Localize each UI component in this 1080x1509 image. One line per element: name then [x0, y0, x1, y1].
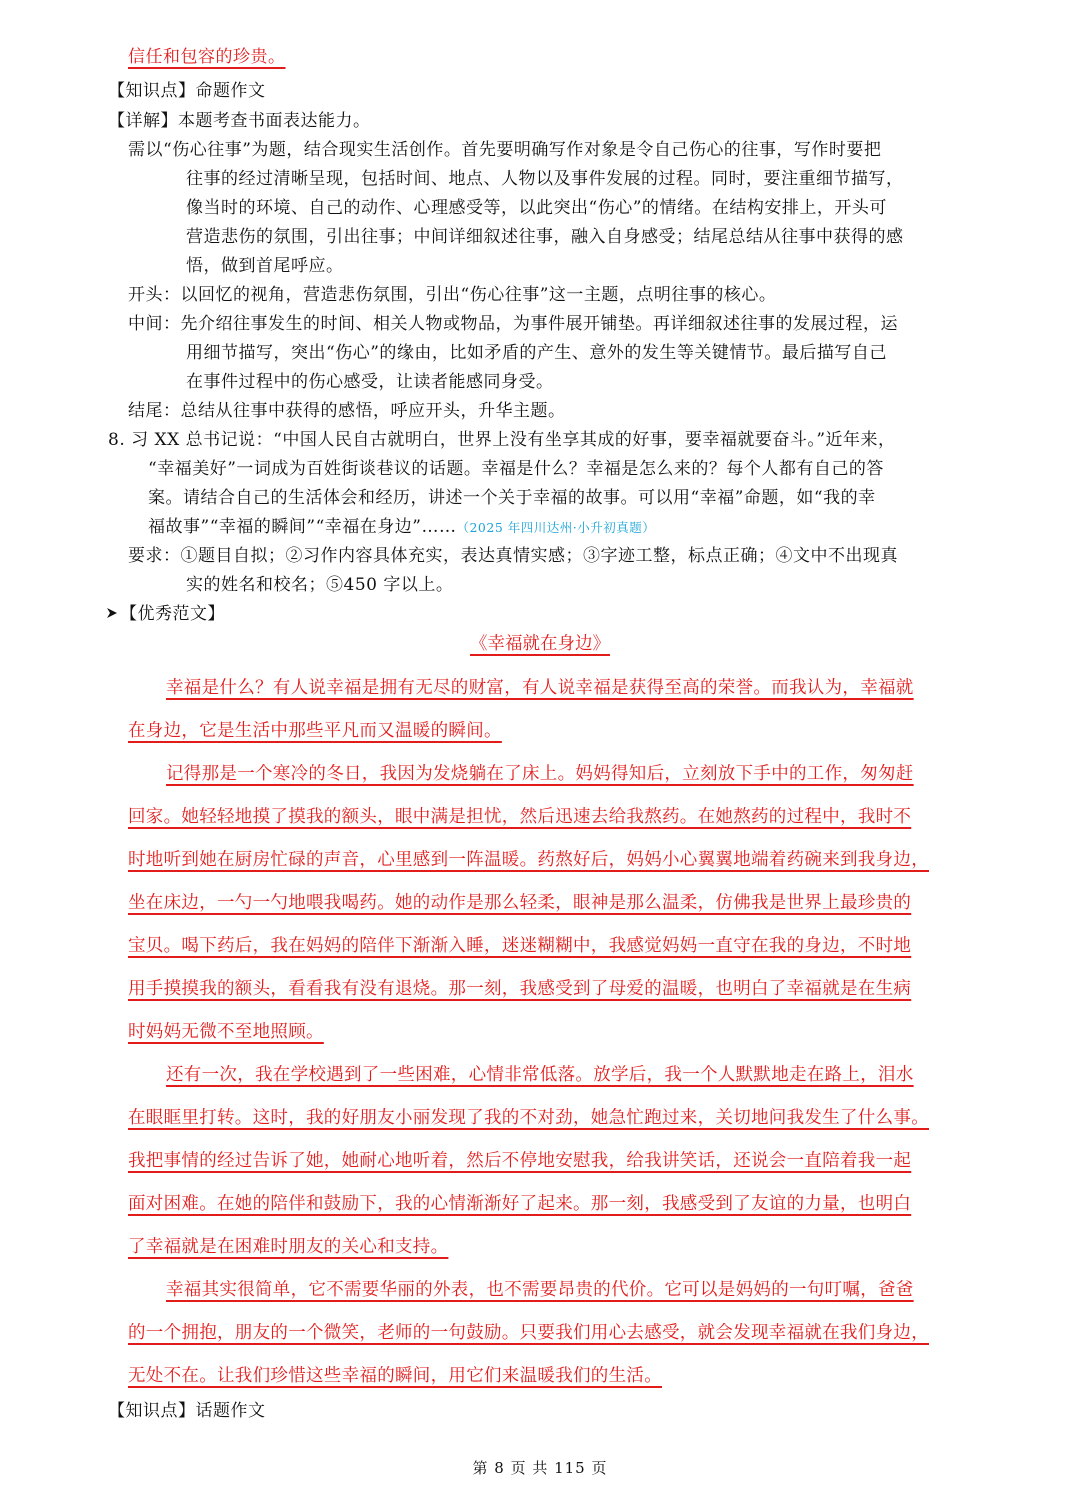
essay-line: 用手摸摸我的额头，看看我有没有退烧。那一刻，我感受到了母爱的温暖，也明白了幸福就是在生病: [128, 979, 912, 999]
essay-line: 我把事情的经过告诉了她，她耐心地听着，然后不停地安慰我，给我讲笑话，还说会一直陪着我一起: [128, 1151, 912, 1171]
middle-line: 在事件过程中的伤心感受，让读者能感同身受。: [186, 372, 554, 392]
middle-line: 中间：先介绍往事发生的时间、相关人物或物品，为事件展开铺垫。再详细叙述往事的发展过程，运: [128, 314, 898, 334]
knowledge-point-label-2: 【知识点】话题作文: [108, 1401, 266, 1421]
question-8-line: 案。请结合自己的生活体会和经历，讲述一个关于幸福的故事。可以用“幸福”命题，如“我的幸: [148, 488, 876, 508]
question-8-line: 8. 习 XX 总书记说：“中国人民自古就明白，世界上没有坐享其成的好事，要幸福就要奋斗。”近年来，: [108, 430, 896, 450]
essay-line: 记得那是一个寒冷的冬日，我因为发烧躺在了床上。妈妈得知后，立刻放下手中的工作，匆匆赶: [166, 764, 914, 784]
detail-line: 需以“伤心往事”为题，结合现实生活创作。首先要明确写作对象是令自己伤心的往事，写作时要把: [128, 140, 882, 160]
essay-line: 还有一次，我在学校遇到了一些困难，心情非常低落。放学后，我一个人默默地走在路上，泪水: [166, 1065, 914, 1085]
detail-line: 像当时的环境、自己的动作、心理感受等，以此突出“伤心”的情绪。在结构安排上，开头可: [186, 198, 887, 218]
detail-line: 悟，做到首尾呼应。: [186, 256, 344, 276]
essay-line: 宝贝。喝下药后，我在妈妈的陪伴下渐渐入睡，迷迷糊糊中，我感觉妈妈一直守在我的身边，不时地: [128, 936, 912, 956]
essay-line: 幸福其实很简单，它不需要华丽的外表，也不需要昂贵的代价。它可以是妈妈的一句叮嘱，爸爸: [166, 1280, 914, 1300]
essay-line: 坐在床边，一勺一勺地喂我喝药。她的动作是那么轻柔，眼神是那么温柔，仿佛我是世界上最珍贵的: [128, 893, 912, 913]
previous-answer-tail: 信任和包容的珍贵。: [128, 47, 286, 67]
model-essay-label: 【优秀范文】: [120, 604, 225, 624]
essay-line: 了幸福就是在困难时朋友的关心和支持。: [128, 1237, 449, 1257]
essay-line: 的一个拥抱，朋友的一个微笑，老师的一句鼓励。只要我们用心去感受，就会发现幸福就在我们身边，: [128, 1323, 929, 1343]
page-number-footer: 第 8 页 共 115 页: [472, 1459, 608, 1477]
question-source: （2025 年四川达州·小升初真题）: [456, 520, 656, 535]
question-8-line-last: [148, 516, 655, 539]
model-essay-heading: [106, 603, 225, 625]
knowledge-point-label: 【知识点】命题作文: [108, 81, 266, 101]
requirement-line: 实的姓名和校名；⑤450 字以上。: [186, 575, 454, 595]
detail-label: 【详解】本题考查书面表达能力。: [108, 111, 371, 131]
essay-line: 在身边，它是生活中那些平凡而又温暖的瞬间。: [128, 721, 502, 741]
middle-line: 用细节描写，突出“伤心”的缘由，比如矛盾的产生、意外的发生等关键情节。最后描写自己: [186, 343, 887, 363]
essay-line: 回家。她轻轻地摸了摸我的额头，眼中满是担忧，然后迅速去给我熬药。在她熬药的过程中，我时不: [128, 807, 912, 827]
ending-line: 结尾：总结从往事中获得的感悟，呼应开头，升华主题。: [128, 401, 566, 421]
essay-line: 时地听到她在厨房忙碌的声音，心里感到一阵温暖。药熬好后，妈妈小心翼翼地端着药碗来到我身边，: [128, 850, 929, 870]
essay-line: 无处不在。让我们珍惜这些幸福的瞬间，用它们来温暖我们的生活。: [128, 1366, 662, 1386]
detail-line: 营造悲伤的氛围，引出往事；中间详细叙述往事，融入自身感受；结尾总结从往事中获得的感: [186, 227, 904, 247]
essay-title: 《幸福就在身边》: [470, 634, 610, 654]
essay-line: 时妈妈无微不至地照顾。: [128, 1022, 324, 1042]
question-8-line: “幸福美好”一词成为百姓街谈巷议的话题。幸福是什么？幸福是怎么来的？每个人都有自己的答: [148, 459, 884, 479]
essay-line: 在眼眶里打转。这时，我的好朋友小丽发现了我的不对劲，她急忙跑过来，关切地问我发生了什么事。: [128, 1108, 929, 1128]
requirement-line: 要求：①题目自拟；②习作内容具体充实，表达真情实感；③字迹工整，标点正确；④文中不出现真: [128, 546, 898, 566]
essay-line: 幸福是什么？有人说幸福是拥有无尽的财富，有人说幸福是获得至高的荣誉。而我认为，幸福就: [166, 678, 914, 698]
essay-line: 面对困难。在她的陪伴和鼓励下，我的心情渐渐好了起来。那一刻，我感受到了友谊的力量，也明白: [128, 1194, 912, 1214]
detail-line: 往事的经过清晰呈现，包括时间、地点、人物以及事件发展的过程。同时，要注重细节描写，: [186, 169, 904, 189]
arrow-bullet-icon: [106, 607, 118, 619]
opening-line: 开头：以回忆的视角，营造悲伤氛围，引出“伤心往事”这一主题，点明往事的核心。: [128, 285, 777, 305]
question-8-text: 福故事”“幸福的瞬间”“幸福在身边”……: [148, 517, 457, 537]
